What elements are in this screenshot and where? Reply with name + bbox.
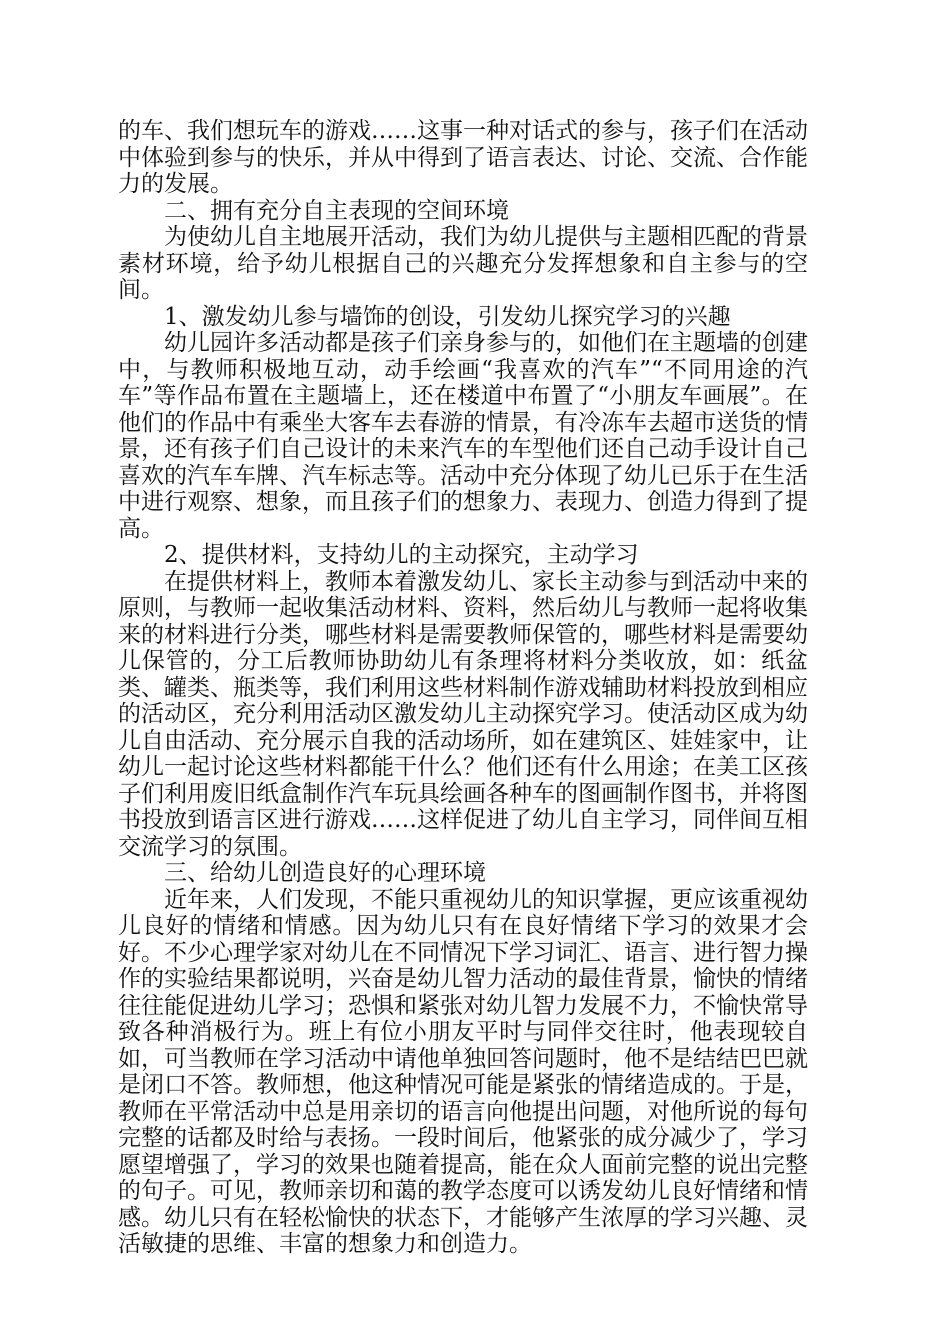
- paragraph: 在提供材料上，教师本着激发幼儿、家长主动参与到活动中来的原则，与教师一起收集活动材料、资料，然后幼儿与教师一起将收集来的材料进行分类，哪些材料是需要教师保管的，哪些材料是需要幼儿保管的，分工后教师协助幼儿有条理将材料分类收放，如：纸盆类、罐类、瓶类等，我们利用这些材料制作游戏辅助材料投放到相应的活动区，充分利用活动区激发幼儿主动探究学习。使活动区成为幼儿自由活动、充分展示自我的活动场所，如在建筑区、娃娃家中，让幼儿一起讨论这些材料都能干什么？他们还有什么用途；在美工区孩子们利用废旧纸盒制作汽车玩具绘画各种车的图画制作图书，并将图书投放到语言区进行游戏……这样促进了幼儿自主学习，同伴间互相交流学习的氛围。: [118, 568, 808, 860]
- paragraph: 幼儿园许多活动都是孩子们亲身参与的，如他们在主题墙的创建中，与教师积极地互动，动手绘画“我喜欢的汽车”“不同用途的汽车”等作品布置在主题墙上，还在楼道中布置了“小朋友车画展”。在他们的作品中有乘坐大客车去春游的情景，有冷冻车去超市送货的情景，还有孩子们自己设计的未来汽车的车型他们还自己动手设计自己喜欢的汽车车牌、汽车标志等。活动中充分体现了幼儿已乐于在生活中进行观察、想象，而且孩子们的想象力、表现力、创造力得到了提高。: [118, 330, 808, 542]
- section-heading-2: 二、拥有充分自主表现的空间环境: [164, 197, 509, 224]
- document-page: [118, 118, 808, 1258]
- subsection-heading-1: 1、激发幼儿参与墙饰的创设，引发幼儿探究学习的兴趣: [164, 303, 731, 330]
- subsection-heading-2: 2、提供材料，支持幼儿的主动探究，主动学习: [164, 542, 639, 568]
- paragraph: 为使幼儿自主地展开活动，我们为幼儿提供与主题相匹配的背景素材环境，给予幼儿根据自己的兴趣充分发挥想象和自主参与的空间。: [118, 224, 808, 303]
- section-heading-3: 三、给幼儿创造良好的心理环境: [164, 860, 486, 886]
- paragraph-continuation: 的车、我们想玩车的游戏……这事一种对话式的参与，孩子们在活动中体验到参与的快乐，并从中得到了语言表达、讨论、交流、合作能力的发展。: [118, 118, 808, 197]
- paragraph: 近年来，人们发现，不能只重视幼儿的知识掌握，更应该重视幼儿良好的情绪和情感。因为幼儿只有在良好情绪下学习的效果才会好。不少心理学家对幼儿在不同情况下学习词汇、语言、进行智力操作的实验结果都说明，兴奋是幼儿智力活动的最佳背景，愉快的情绪往往能促进幼儿学习；恐惧和紧张对幼儿智力发展不力，不愉快常导致各种消极行为。班上有位小朋友平时与同伴交往时，他表现较自如，可当教师在学习活动中请他单独回答问题时，他不是结结巴巴就是闭口不答。教师想，他这种情况可能是紧张的情绪造成的。于是，教师在平常活动中总是用亲切的语言向他提出问题，对他所说的每句完整的话都及时给与表扬。一段时间后，他紧张的成分减少了，学习愿望增强了，学习的效果也随着提高，能在众人面前完整的说出完整的句子。可见，教师亲切和蔼的教学态度可以诱发幼儿良好情绪和情感。幼儿只有在轻松愉快的状态下，才能够产生浓厚的学习兴趣、灵活敏捷的思维、丰富的想象力和创造力。: [118, 886, 808, 1257]
